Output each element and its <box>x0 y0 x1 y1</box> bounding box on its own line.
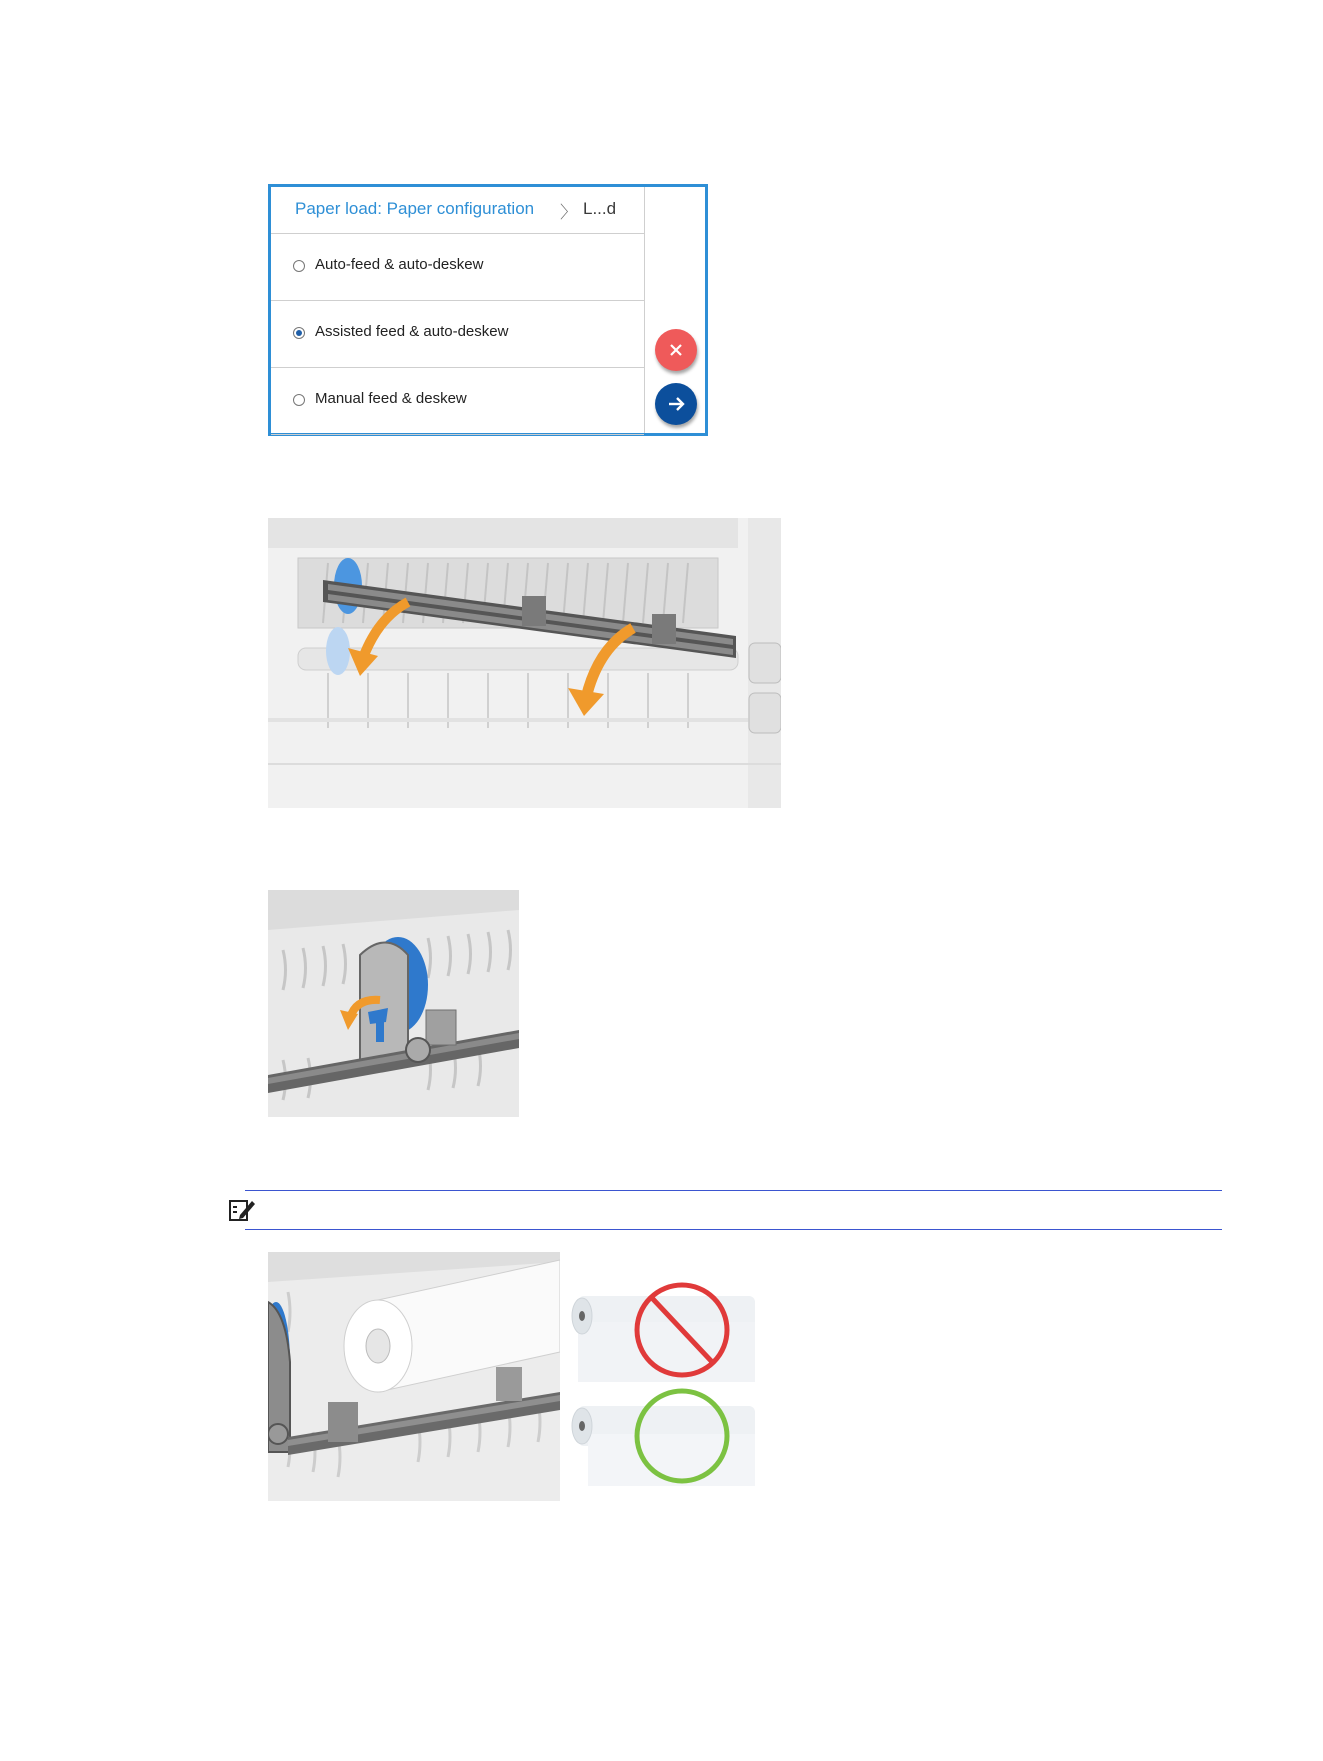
note-top-rule <box>245 1190 1222 1191</box>
spindle-lock-illustration <box>268 890 519 1117</box>
note-bottom-rule <box>245 1229 1222 1230</box>
next-button[interactable] <box>655 383 697 425</box>
option-auto-feed[interactable] <box>271 234 644 301</box>
option-label: Assisted feed & auto-deskew <box>315 323 509 340</box>
radio-manual-feed[interactable] <box>293 394 305 406</box>
radio-auto-feed[interactable] <box>293 260 305 272</box>
breadcrumb-title[interactable]: Paper load: Paper configuration <box>295 199 535 218</box>
arrow-right-icon <box>655 383 697 425</box>
option-label: Auto-feed & auto-deskew <box>315 256 484 273</box>
control-panel-screenshot <box>268 184 708 436</box>
breadcrumb-current: L...d <box>583 199 617 218</box>
important-note-icon <box>228 1197 256 1228</box>
close-icon <box>655 329 697 371</box>
roll-on-spindle-illustration <box>268 1252 560 1501</box>
option-label: Manual feed & deskew <box>315 390 467 407</box>
option-assisted-feed[interactable] <box>271 301 644 368</box>
panel-option-list <box>271 187 645 433</box>
lower-spindle-illustration <box>268 518 781 808</box>
option-manual-feed[interactable] <box>271 368 644 435</box>
radio-assisted-feed[interactable] <box>293 327 305 339</box>
breadcrumb-chevron-icon: 〉 <box>560 203 577 222</box>
breadcrumb <box>271 187 644 234</box>
roll-orientation-illustration <box>568 1274 755 1486</box>
cancel-button[interactable] <box>655 329 697 371</box>
